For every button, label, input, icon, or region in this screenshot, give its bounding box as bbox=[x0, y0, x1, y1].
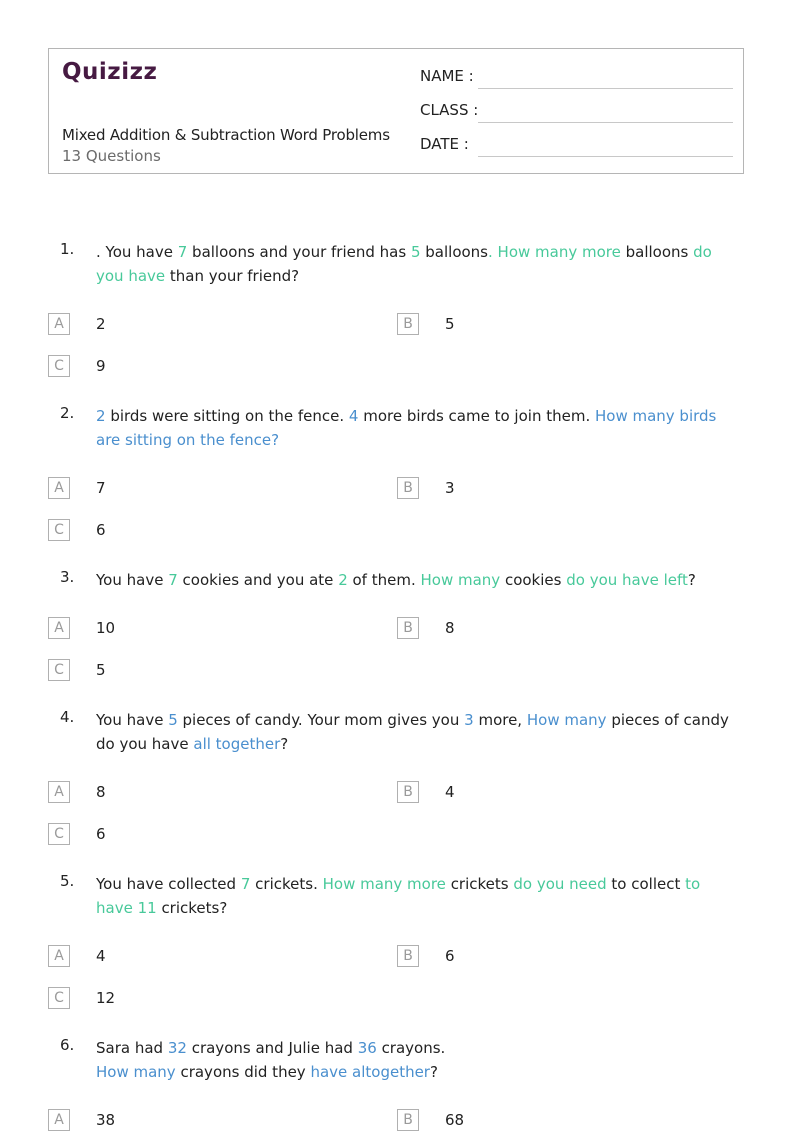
answer-option-a[interactable] bbox=[48, 477, 348, 501]
question-text-segment: cookies and you ate bbox=[177, 571, 339, 589]
answer-option-a[interactable] bbox=[48, 945, 348, 969]
option-value: 5 bbox=[96, 661, 106, 679]
question-number: 5. bbox=[60, 872, 75, 890]
question-text-segment: more, bbox=[473, 711, 527, 729]
option-letter-box[interactable]: A bbox=[48, 477, 70, 499]
highlighted-text: all together bbox=[193, 735, 281, 753]
worksheet-title: Mixed Addition & Subtraction Word Problems bbox=[62, 126, 390, 144]
option-letter-box[interactable]: A bbox=[48, 313, 70, 335]
option-value: 8 bbox=[96, 783, 106, 801]
answer-option-b[interactable] bbox=[397, 477, 697, 501]
question-number: 1. bbox=[60, 240, 75, 258]
question-text-segment: birds were sitting on the fence. bbox=[105, 407, 349, 425]
class-line[interactable] bbox=[478, 122, 733, 123]
question-text-segment: crayons and Julie had bbox=[186, 1039, 358, 1057]
highlighted-text: . How many more bbox=[488, 243, 621, 261]
option-letter-box[interactable]: A bbox=[48, 781, 70, 803]
option-value: 6 bbox=[96, 521, 106, 539]
question-text-segment: balloons and your friend has bbox=[187, 243, 411, 261]
highlighted-text: 4 bbox=[348, 407, 359, 425]
option-value: 12 bbox=[96, 989, 116, 1007]
answer-option-b[interactable] bbox=[397, 1109, 697, 1133]
option-letter-box[interactable]: C bbox=[48, 519, 70, 541]
option-letter-box[interactable]: B bbox=[397, 617, 419, 639]
question-text-segment: crickets? bbox=[156, 899, 228, 917]
highlighted-text: How many bbox=[96, 1063, 176, 1081]
answer-option-a[interactable] bbox=[48, 617, 348, 641]
option-value: 4 bbox=[96, 947, 106, 965]
name-line[interactable] bbox=[478, 88, 733, 89]
question-text-segment: ? bbox=[280, 735, 289, 753]
question-text-segment: crayons did they bbox=[175, 1063, 311, 1081]
worksheet-header bbox=[48, 48, 744, 174]
answer-option-b[interactable] bbox=[397, 313, 697, 337]
highlighted-text: 2 bbox=[96, 407, 106, 425]
option-value: 10 bbox=[96, 619, 116, 637]
option-value: 8 bbox=[445, 619, 455, 637]
option-value: 6 bbox=[445, 947, 455, 965]
option-letter-box[interactable]: C bbox=[48, 355, 70, 377]
option-value: 4 bbox=[445, 783, 455, 801]
option-letter-box[interactable]: B bbox=[397, 313, 419, 335]
option-value: 38 bbox=[96, 1111, 116, 1129]
highlighted-text: 7 bbox=[240, 875, 251, 893]
question-text-segment: ? bbox=[687, 571, 696, 589]
question-text-segment: more birds came to join them. bbox=[358, 407, 595, 425]
answer-option-a[interactable] bbox=[48, 313, 348, 337]
option-value: 68 bbox=[445, 1111, 465, 1129]
question-text-segment: to collect bbox=[606, 875, 686, 893]
answer-option-b[interactable] bbox=[397, 781, 697, 805]
highlighted-text: How many bbox=[526, 711, 607, 729]
question-text bbox=[96, 1036, 476, 1084]
option-value: 6 bbox=[96, 825, 106, 843]
option-letter-box[interactable]: B bbox=[397, 945, 419, 967]
option-letter-box[interactable]: C bbox=[48, 987, 70, 1009]
option-letter-box[interactable]: B bbox=[397, 1109, 419, 1131]
option-value: 3 bbox=[445, 479, 455, 497]
question-text-segment: of them. bbox=[347, 571, 421, 589]
highlighted-text: do you have left bbox=[566, 571, 688, 589]
question-text-segment: Sara had bbox=[96, 1039, 168, 1057]
question-number: 2. bbox=[60, 404, 75, 422]
answer-option-b[interactable] bbox=[397, 945, 697, 969]
option-value: 5 bbox=[445, 315, 455, 333]
highlighted-text: 7 bbox=[177, 243, 188, 261]
question-text-segment: crickets bbox=[445, 875, 514, 893]
question-text bbox=[96, 708, 736, 756]
question-text bbox=[96, 568, 736, 592]
highlighted-text: do you have bbox=[96, 243, 712, 285]
date-field[interactable] bbox=[420, 135, 733, 157]
class-label: CLASS : bbox=[420, 101, 479, 119]
name-field[interactable] bbox=[420, 67, 733, 89]
question-text-segment: pieces of candy. Your mom gives you bbox=[177, 711, 465, 729]
question-text-segment: balloons bbox=[620, 243, 694, 261]
highlighted-text: How many more bbox=[322, 875, 446, 893]
option-value: 9 bbox=[96, 357, 106, 375]
question-text-segment: You have bbox=[96, 571, 169, 589]
highlighted-text: 5 bbox=[410, 243, 421, 261]
highlighted-text: 7 bbox=[168, 571, 178, 589]
question-number: 6. bbox=[60, 1036, 75, 1054]
highlighted-text: 2 bbox=[338, 571, 348, 589]
highlighted-text: do you need bbox=[513, 875, 607, 893]
class-field[interactable] bbox=[420, 101, 733, 123]
highlighted-text: to have 11 bbox=[96, 875, 701, 917]
question-count: 13 Questions bbox=[62, 147, 161, 165]
highlighted-text: 3 bbox=[464, 711, 474, 729]
answer-option-c[interactable] bbox=[48, 659, 348, 683]
question-text-segment: cookies bbox=[500, 571, 567, 589]
option-letter-box[interactable]: B bbox=[397, 477, 419, 499]
highlighted-text: How many birds are sitting on the fence? bbox=[96, 407, 717, 449]
quizizz-logo: Quizizz bbox=[62, 59, 158, 85]
question-text-segment: You have collected bbox=[96, 875, 241, 893]
option-letter-box[interactable]: A bbox=[48, 945, 70, 967]
question-text bbox=[96, 404, 736, 452]
question-text bbox=[96, 872, 736, 920]
question-text-segment: than your friend? bbox=[165, 267, 300, 285]
answer-option-a[interactable] bbox=[48, 781, 348, 805]
highlighted-text: 5 bbox=[168, 711, 178, 729]
answer-option-a[interactable] bbox=[48, 1109, 348, 1133]
name-label: NAME : bbox=[420, 67, 474, 85]
date-line[interactable] bbox=[478, 156, 733, 157]
highlighted-text: have altogether bbox=[310, 1063, 430, 1081]
option-letter-box[interactable]: B bbox=[397, 781, 419, 803]
highlighted-text: 32 bbox=[167, 1039, 187, 1057]
highlighted-text: 36 bbox=[357, 1039, 377, 1057]
date-label: DATE : bbox=[420, 135, 469, 153]
option-letter-box[interactable]: C bbox=[48, 823, 70, 845]
option-value: 7 bbox=[96, 479, 106, 497]
option-letter-box[interactable]: A bbox=[48, 1109, 70, 1131]
option-value: 2 bbox=[96, 315, 106, 333]
answer-option-b[interactable] bbox=[397, 617, 697, 641]
answer-option-c[interactable] bbox=[48, 987, 348, 1011]
question-text bbox=[96, 240, 736, 288]
answer-option-c[interactable] bbox=[48, 355, 348, 379]
question-number: 3. bbox=[60, 568, 75, 586]
option-letter-box[interactable]: C bbox=[48, 659, 70, 681]
question-text-segment: crayons. bbox=[376, 1039, 446, 1057]
question-text-segment: ? bbox=[429, 1063, 438, 1081]
highlighted-text: How many bbox=[420, 571, 501, 589]
option-letter-box[interactable]: A bbox=[48, 617, 70, 639]
answer-option-c[interactable] bbox=[48, 519, 348, 543]
answer-option-c[interactable] bbox=[48, 823, 348, 847]
question-text-segment: You have bbox=[96, 711, 169, 729]
question-text-segment: balloons bbox=[420, 243, 488, 261]
question-text-segment: crickets. bbox=[250, 875, 323, 893]
question-text-segment: . You have bbox=[96, 243, 178, 261]
question-number: 4. bbox=[60, 708, 75, 726]
question-text-segment: pieces of candy do you have bbox=[96, 711, 729, 753]
